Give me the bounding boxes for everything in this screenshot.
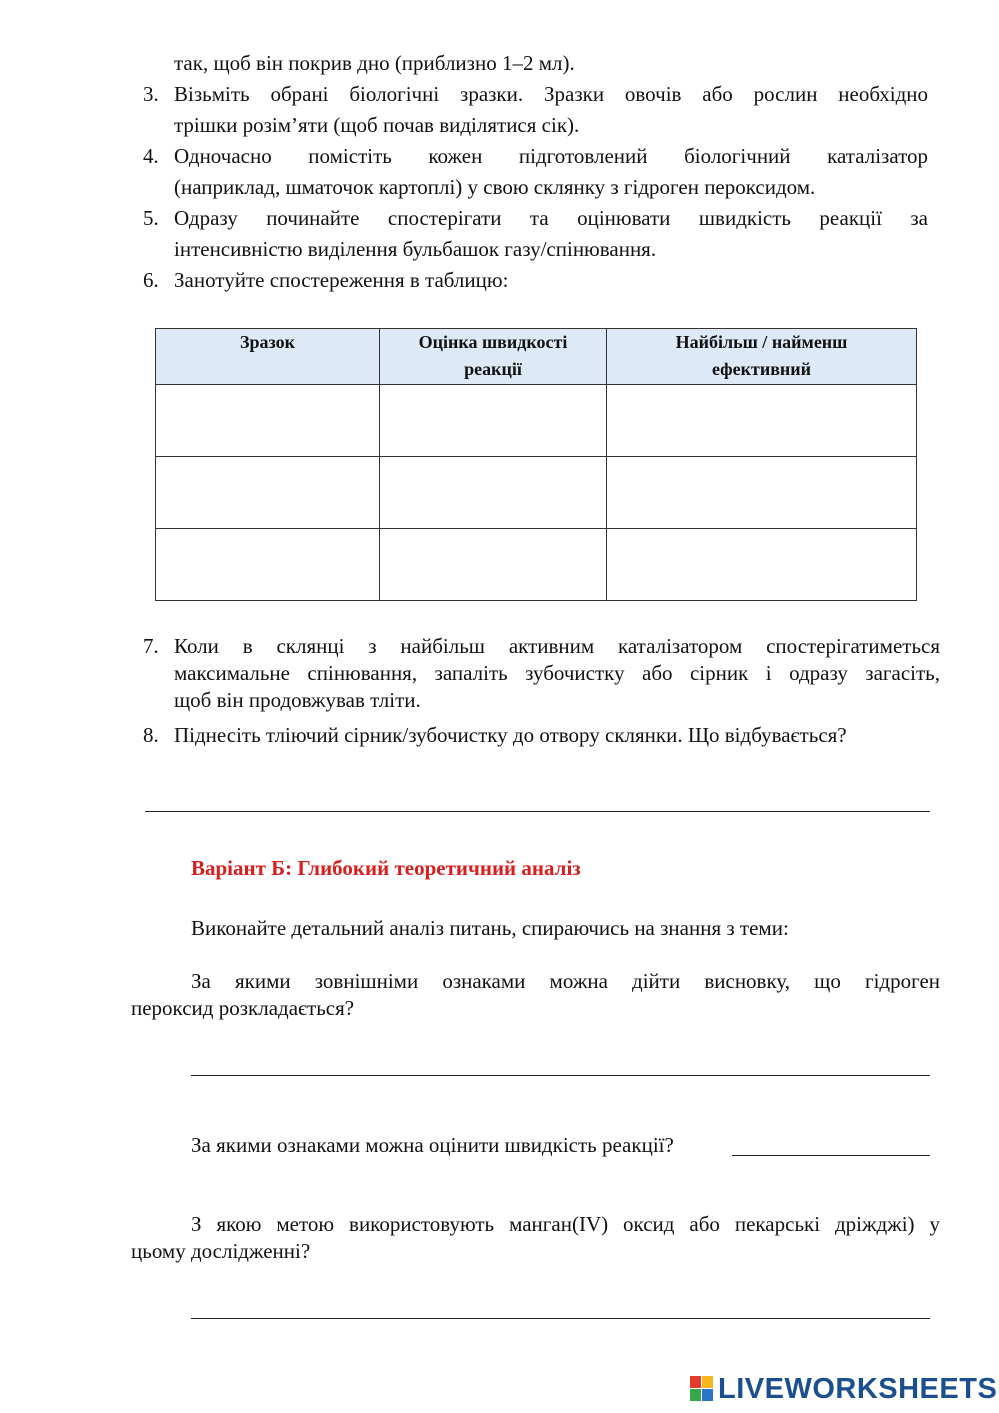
variant-b-heading: Варіант Б: Глибокий теоретичний аналіз	[191, 856, 581, 880]
step-8-number: 8.	[143, 723, 159, 747]
step-6-number: 6.	[143, 268, 159, 292]
step-3-line-2: трішки розім’яти (щоб почав виділятися сік).	[174, 113, 580, 137]
step-3-line-1: Візьміть обрані біологічні зразки. Зразки овочів або рослин необхідно	[174, 82, 928, 106]
step-5-line-1: Одразу починайте спостерігати та оцінювати швидкість реакції за	[174, 206, 928, 230]
step-2-continuation: так, щоб він покрив дно (приблизно 1–2 мл).	[174, 51, 575, 75]
table-cell-input[interactable]	[156, 457, 380, 529]
step-6-line-1: Занотуйте спостереження в таблицю:	[174, 268, 509, 292]
liveworksheets-logo	[690, 1373, 997, 1405]
header-reaction-rate: Оцінка швидкості реакції	[380, 329, 607, 385]
table-cell-input[interactable]	[380, 529, 607, 601]
question-1-line-1: За якими зовнішніми ознаками можна дійти висновку, що гідроген	[191, 969, 940, 993]
table-row	[156, 385, 917, 457]
step-7-line-1: Коли в склянці з найбільш активним каталізатором спостерігатиметься	[174, 634, 940, 658]
step-4-line-1: Одночасно помістіть кожен підготовлений біологічний каталізатор	[174, 144, 928, 168]
step-7-number: 7.	[143, 634, 159, 658]
table-cell-input[interactable]	[380, 457, 607, 529]
step-8-line-1: Піднесіть тліючий сірник/зубочистку до отвору склянки. Що відбувається?	[174, 723, 847, 747]
table-cell-input[interactable]	[607, 385, 917, 457]
step-5-line-2: інтенсивністю виділення бульбашок газу/спінювання.	[174, 237, 657, 261]
table-cell-input[interactable]	[156, 385, 380, 457]
table-cell-input[interactable]	[607, 457, 917, 529]
table-cell-input[interactable]	[380, 385, 607, 457]
answer-line-step-8[interactable]	[145, 811, 930, 812]
step-3-number: 3.	[143, 82, 159, 106]
table-row	[156, 457, 917, 529]
question-3-line-2: цьому дослідженні?	[131, 1239, 311, 1263]
answer-line-question-1[interactable]	[191, 1075, 930, 1076]
liveworksheets-logo-text: LIVEWORKSHEETS	[718, 1372, 998, 1405]
step-5-number: 5.	[143, 206, 159, 230]
answer-line-question-3[interactable]	[191, 1318, 930, 1319]
step-4-line-2: (наприклад, шматочок картоплі) у свою склянку з гідроген пероксидом.	[174, 175, 816, 199]
question-1-line-2: пероксид розкладається?	[131, 996, 355, 1020]
step-4-number: 4.	[143, 144, 159, 168]
observation-table	[155, 328, 917, 601]
step-7-line-3: щоб він продовжував тліти.	[174, 688, 421, 712]
header-most-least-effective: Найбільш / найменш ефективний	[607, 329, 917, 385]
answer-line-question-2[interactable]	[732, 1155, 930, 1156]
question-3-line-1: З якою метою використовують манган(IV) оксид або пекарські дріжджі) у	[191, 1212, 940, 1236]
liveworksheets-logo-icon	[690, 1376, 714, 1402]
table-row	[156, 529, 917, 601]
header-sample: Зразок	[156, 329, 380, 385]
question-2: За якими ознаками можна оцінити швидкість реакції?	[191, 1133, 674, 1157]
variant-b-intro: Виконайте детальний аналіз питань, спираючись на знання з теми:	[191, 916, 789, 940]
table-header-row	[156, 329, 917, 385]
table-cell-input[interactable]	[156, 529, 380, 601]
step-7-line-2: максимальне спінювання, запаліть зубочистку або сірник і одразу загасіть,	[174, 661, 940, 685]
table-cell-input[interactable]	[607, 529, 917, 601]
